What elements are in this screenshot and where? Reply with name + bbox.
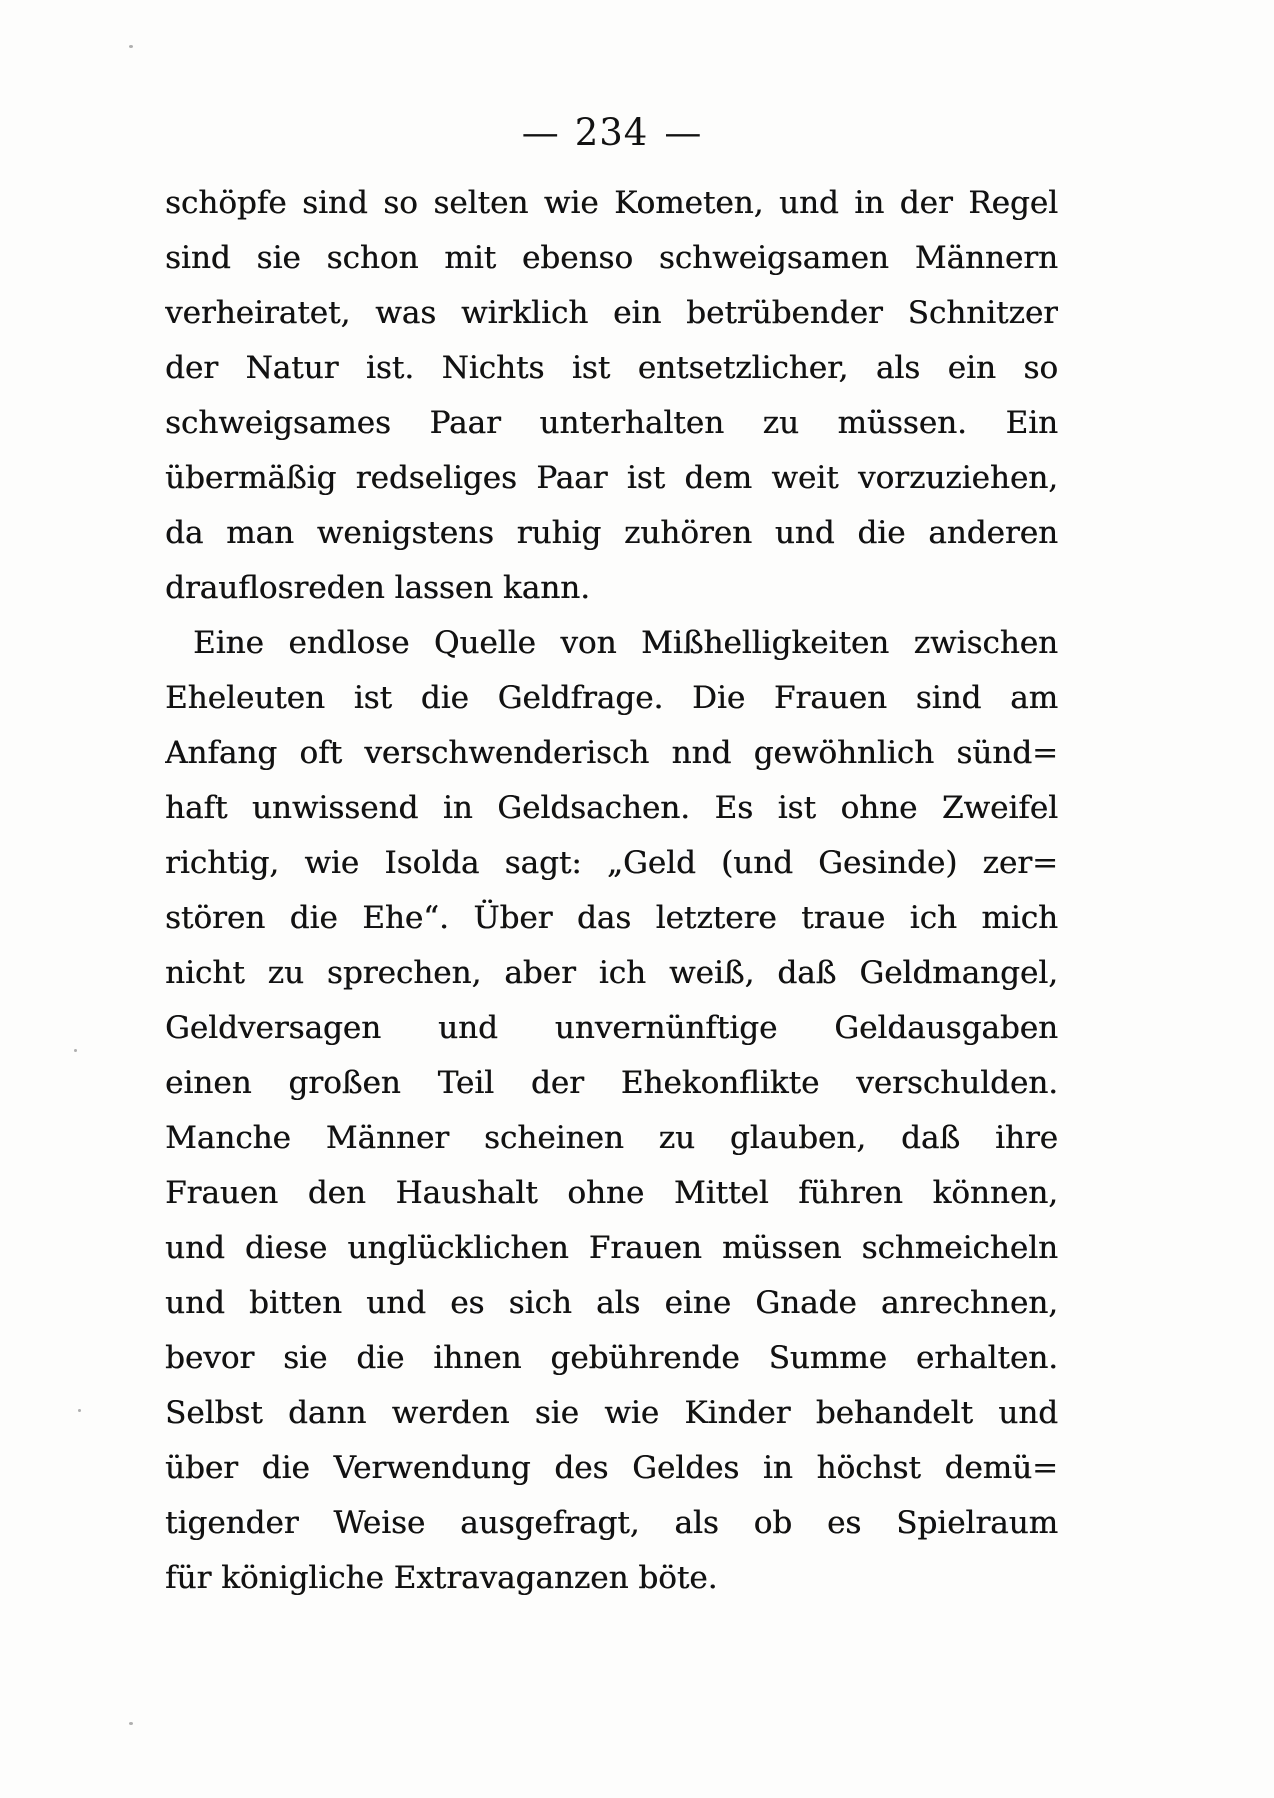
text-line: schöpfe sind so selten wie Kometen, und in der Regel: [165, 185, 1058, 221]
paragraph: [165, 176, 1058, 616]
text-line: da man wenigstens ruhig zuhören und die anderen: [165, 515, 1058, 551]
text-line: Geldversagen und unvernünftige Geldausgaben: [165, 1010, 1058, 1046]
text-line: Selbst dann werden sie wie Kinder behandelt und: [165, 1395, 1058, 1431]
text-line: Eine endlose Quelle von Mißhelligkeiten zwischen: [193, 625, 1058, 661]
page-body: [165, 176, 1058, 1606]
text-line: übermäßig redseliges Paar ist dem weit vorzuziehen,: [165, 460, 1058, 496]
scan-speck: [129, 45, 133, 48]
text-line: richtig, wie Isolda sagt: „Geld (und Gesinde) zer=: [165, 845, 1058, 881]
text-line: und diese unglücklichen Frauen müssen schmeicheln: [165, 1230, 1058, 1266]
text-line: nicht zu sprechen, aber ich weiß, daß Geldmangel,: [165, 955, 1058, 991]
text-line: und bitten und es sich als eine Gnade anrechnen,: [165, 1285, 1058, 1321]
text-line: verheiratet, was wirklich ein betrübender Schnitzer: [165, 295, 1058, 331]
scan-speck: [74, 1049, 77, 1052]
header-dash-right: —: [664, 111, 702, 154]
text-line: Manche Männer scheinen zu glauben, daß ihre: [165, 1120, 1058, 1156]
text-line: der Natur ist. Nichts ist entsetzlicher, als ein so: [165, 350, 1058, 386]
text-line: haft unwissend in Geldsachen. Es ist ohne Zweifel: [165, 790, 1058, 826]
text-line: für königliche Extravaganzen böte.: [165, 1560, 718, 1596]
paragraph: [165, 616, 1058, 1606]
text-line: Frauen den Haushalt ohne Mittel führen können,: [165, 1175, 1058, 1211]
page-number: 234: [574, 111, 649, 154]
text-line: über die Verwendung des Geldes in höchst demü=: [165, 1450, 1058, 1486]
text-line: stören die Ehe“. Über das letztere traue ich mich: [165, 900, 1058, 936]
scan-speck: [78, 1409, 81, 1412]
text-line: tigender Weise ausgefragt, als ob es Spielraum: [165, 1505, 1058, 1541]
page-header: [165, 112, 1058, 154]
scan-speck: [129, 1722, 133, 1725]
header-dash-left: —: [521, 111, 559, 154]
text-line: sind sie schon mit ebenso schweigsamen Männern: [165, 240, 1058, 276]
text-line: schweigsames Paar unterhalten zu müssen. Ein: [165, 405, 1058, 441]
text-line: einen großen Teil der Ehekonflikte verschulden.: [165, 1065, 1058, 1101]
text-line: bevor sie die ihnen gebührende Summe erhalten.: [165, 1340, 1058, 1376]
text-line: Anfang oft verschwenderisch nnd gewöhnlich sünd=: [165, 735, 1058, 771]
text-line: Eheleuten ist die Geldfrage. Die Frauen sind am: [165, 680, 1058, 716]
text-line: drauflosreden lassen kann.: [165, 570, 590, 606]
